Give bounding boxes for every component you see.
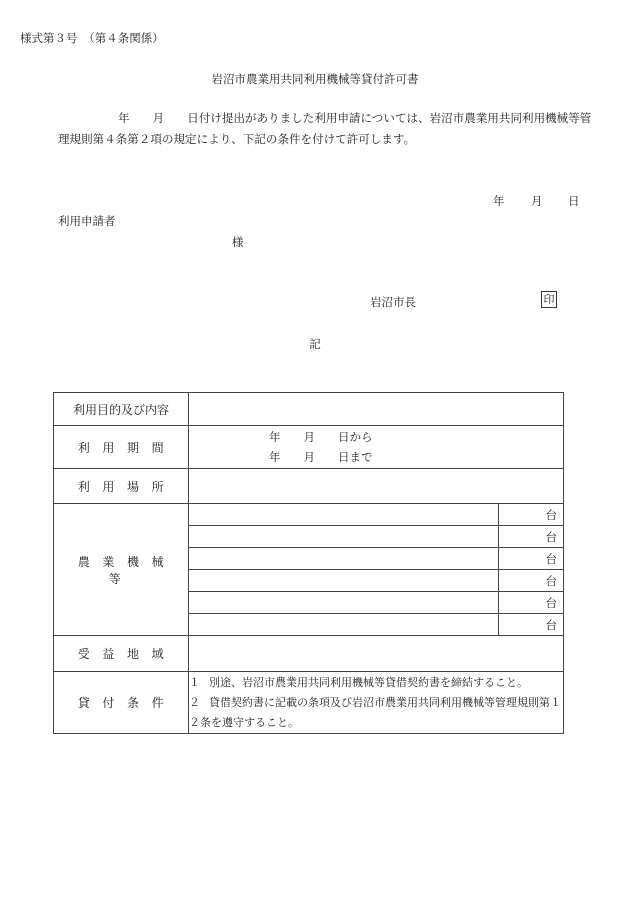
purpose-row — [54, 393, 564, 426]
permit-conditions-table — [53, 392, 564, 734]
issue-day-label: 日 — [568, 194, 580, 208]
seal-mark: 印 — [541, 291, 557, 308]
machinery-name-field[interactable] — [189, 526, 499, 548]
document-title: 岩沼市農業用共同利用機械等貸付許可書 — [211, 72, 419, 86]
period-row — [54, 426, 564, 469]
condition-item-1 — [189, 673, 563, 693]
area-field[interactable] — [189, 636, 564, 672]
applicant-label: 利用申請者 — [58, 214, 116, 228]
machinery-name-field[interactable] — [189, 504, 499, 526]
issue-month-label: 月 — [531, 194, 543, 208]
period-field[interactable] — [189, 426, 564, 469]
purpose-field[interactable] — [189, 393, 564, 426]
place-label-cell — [54, 469, 189, 504]
period-from: 年 月 日から — [269, 430, 373, 444]
mayor-title: 岩沼市長 — [370, 295, 416, 309]
machinery-count-unit: 台 — [499, 614, 564, 636]
condition-text: 貸借契約書に記載の条項及び岩沼市農業用共同利用機械等管理規則第１２条を遵守すること。 — [189, 695, 561, 729]
machinery-label: 農業機械等 — [77, 554, 177, 586]
machinery-label-cell — [54, 504, 189, 636]
area-label-cell — [54, 636, 189, 672]
machinery-count-unit: 台 — [499, 504, 564, 526]
machinery-count-unit: 台 — [499, 548, 564, 570]
machinery-count-unit: 台 — [499, 526, 564, 548]
place-field[interactable] — [189, 469, 564, 504]
place-row — [54, 469, 564, 504]
conditions-list — [189, 672, 564, 734]
applicant-honorific: 様 — [232, 235, 244, 249]
machinery-name-field[interactable] — [189, 614, 499, 636]
condition-number: ２ — [189, 695, 200, 709]
conditions-row — [54, 672, 564, 734]
machinery-row — [54, 504, 564, 526]
machinery-name-field[interactable] — [189, 548, 499, 570]
place-label: 利用場所 — [77, 479, 177, 494]
conditions-label: 貸付条件 — [77, 696, 177, 710]
period-to: 年 月 日まで — [269, 450, 373, 464]
permission-statement: 年 月 日付け提出がありました利用申請については、岩沼市農業用共同利用機械等管理規則第４条第２項の規定により、下記の条件を付けて許可します。 — [58, 111, 592, 146]
condition-item-2 — [189, 693, 563, 733]
machinery-name-field[interactable] — [189, 570, 499, 592]
condition-text: 別途、岩沼市農業用共同利用機械等貸借契約書を締結すること。 — [209, 675, 528, 689]
area-label: 受益地域 — [77, 647, 177, 661]
area-row — [54, 636, 564, 672]
conditions-label-cell — [54, 672, 189, 734]
machinery-count-unit: 台 — [499, 592, 564, 614]
period-label-cell — [54, 426, 189, 469]
condition-number: １ — [189, 675, 200, 689]
issue-year-label: 年 — [493, 194, 505, 208]
purpose-label: 利用目的及び内容 — [54, 393, 189, 426]
machinery-name-field[interactable] — [189, 592, 499, 614]
period-label: 利用期間 — [77, 440, 177, 455]
ki-heading: 記 — [309, 337, 321, 351]
machinery-count-unit: 台 — [499, 570, 564, 592]
form-number: 様式第３号 （第４条関係） — [20, 31, 164, 45]
